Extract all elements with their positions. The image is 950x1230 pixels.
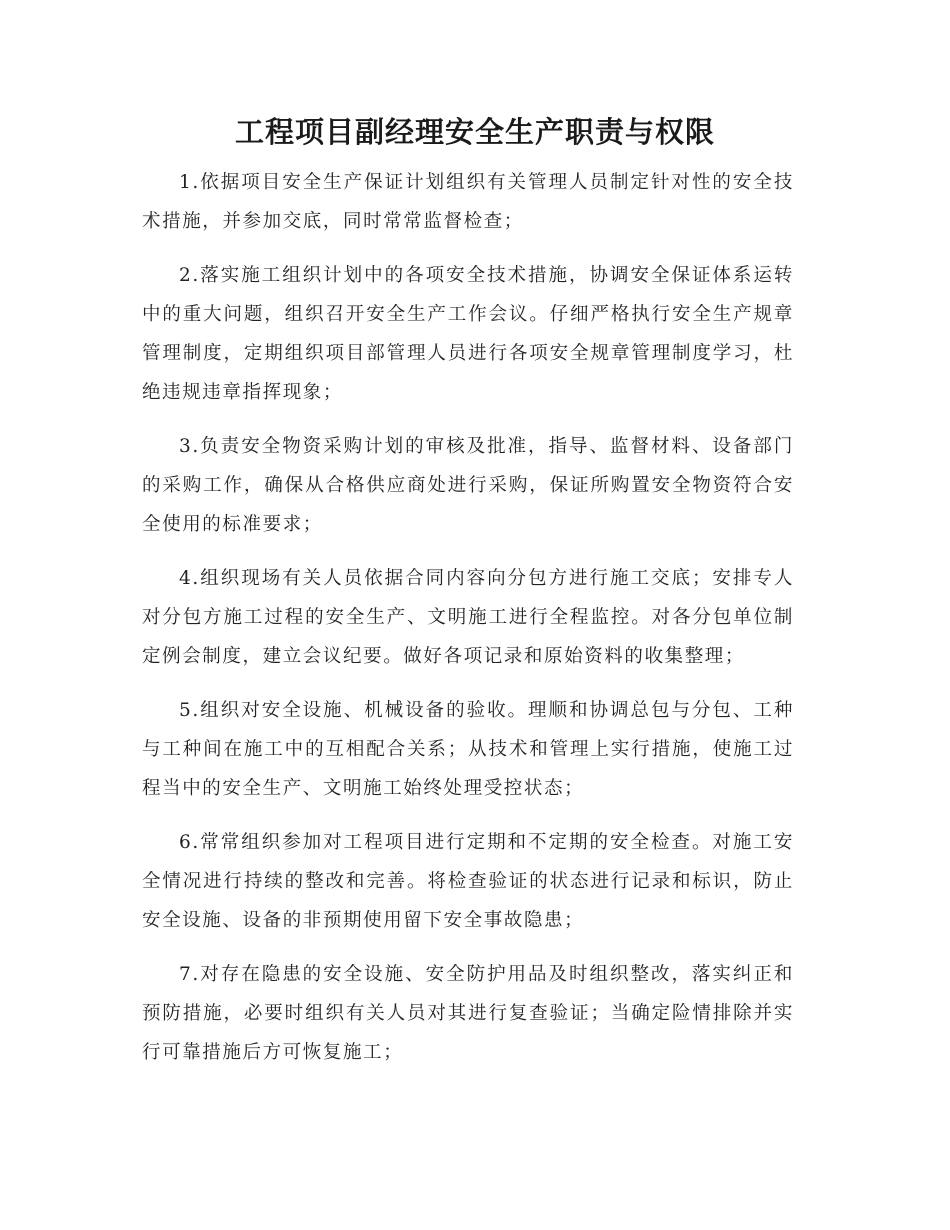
paragraph-5: 5.组织对安全设施、机械设备的验收。理顺和协调总包与分包、工种与工种间在施工中的互相配合关系；从技术和管理上实行措施，使施工过程当中的安全生产、文明施工始终处理受控状态； <box>142 700 794 799</box>
document-body <box>142 163 794 1087</box>
paragraph-1: 1.依据项目安全生产保证计划组织有关管理人员制定针对性的安全技术措施，并参加交底，同时常常监督检查； <box>142 172 794 232</box>
paragraph-3: 3.负责安全物资采购计划的审核及批准，指导、监督材料、设备部门的采购工作，确保从合格供应商处进行采购，保证所购置安全物资符合安全使用的标准要求； <box>142 436 794 535</box>
paragraph-7: 7.对存在隐患的安全设施、安全防护用品及时组织整改，落实纠正和预防措施，必要时组织有关人员对其进行复查验证；当确定险情排除并实行可靠措施后方可恢复施工； <box>142 964 794 1063</box>
document-title: 工程项目副经理安全生产职责与权限 <box>234 115 715 149</box>
paragraph-2: 2.落实施工组织计划中的各项安全技术措施，协调安全保证体系运转中的重大问题，组织召开安全生产工作会议。仔细严格执行安全生产规章管理制度，定期组织项目部管理人员进行各项安全规章管理制度学习，杜绝违规违章指挥现象； <box>142 265 794 403</box>
paragraph-4: 4.组织现场有关人员依据合同内容向分包方进行施工交底；安排专人对分包方施工过程的安全生产、文明施工进行全程监控。对各分包单位制定例会制度，建立会议纪要。做好各项记录和原始资料的收集整理； <box>142 568 794 667</box>
paragraph-6: 6.常常组织参加对工程项目进行定期和不定期的安全检查。对施工安全情况进行持续的整改和完善。将检查验证的状态进行记录和标识，防止安全设施、设备的非预期使用留下安全事故隐患； <box>142 832 794 931</box>
